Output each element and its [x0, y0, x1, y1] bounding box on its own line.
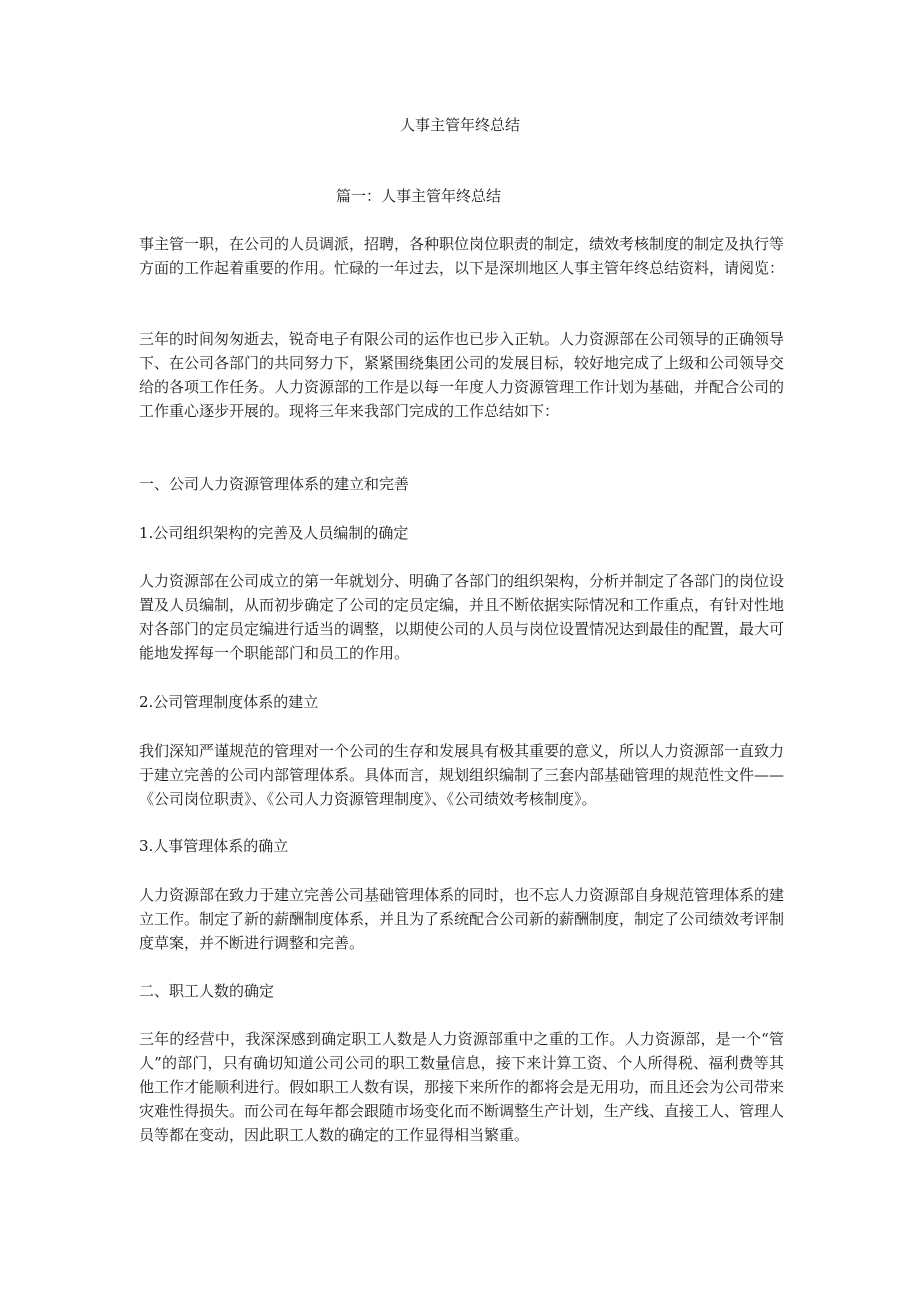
subsection-paragraph: 人力资源部在致力于建立完善公司基础管理体系的同时，也不忘人力资源部自身规范管理体系的建立工作。制定了新的薪酬制度体系，并且为了系统配合公司新的薪酬制度，制定了公司绩效考评制度草案，并不断进行调整和完善。 — [139, 886, 785, 952]
intro-paragraph: 事主管一职，在公司的人员调派，招聘，各种职位岗位职责的制定，绩效考核制度的制定及执行等方面的工作起着重要的作用。忙碌的一年过去，以下是深圳地区人事主管年终总结资料，请阅览： — [139, 235, 785, 277]
body-paragraph: 三年的时间匆匆逝去，锐奇电子有限公司的运作也已步入正轨。人力资源部在公司领导的正确领导下、在公司各部门的共同努力下，紧紧围绕集团公司的发展目标，较好地完成了上级和公司领导交给的各项工作任务。人力资源部的工作是以每一年度人力资源管理工作计划为基础，并配合公司的工作重心逐步开展的。现将三年来我部门完成的工作总结如下： — [139, 330, 785, 420]
document-subtitle: 篇一：人事主管年终总结 — [336, 187, 502, 205]
section-paragraph: 三年的经营中，我深深感到确定职工人数是人力资源部重中之重的工作。人力资源部，是一个“管人”的部门，只有确切知道公司公司的职工数量信息，接下来计算工资、个人所得税、福利费等其他工作才能顺利进行。假如职工人数有误，那接下来所作的都将会是无用功，而且还会为公司带来灾难性得损失。而公司在每年都会跟随市场变化而不断调整生产计划，生产线、直接工人、管理人员等都在变动，因此职工人数的确定的工作显得相当繁重。 — [139, 1030, 785, 1144]
section-heading: 一、公司人力资源管理体系的建立和完善 — [139, 475, 410, 493]
subsection-heading: 1.公司组织架构的完善及人员编制的确定 — [139, 524, 409, 542]
subsection-heading: 3.人事管理体系的确立 — [139, 837, 289, 855]
subsection-paragraph: 人力资源部在公司成立的第一年就划分、明确了各部门的组织架构，分析并制定了各部门的岗位设置及人员编制，从而初步确定了公司的定员定编，并且不断依据实际情况和工作重点，有针对性地对各部门的定员定编进行适当的调整，以期使公司的人员与岗位设置情况达到最佳的配置，最大可能地发挥每一个职能部门和员工的作用。 — [139, 572, 785, 662]
section-heading: 二、职工人数的确定 — [139, 982, 275, 1000]
subsection-paragraph: 我们深知严谨规范的管理对一个公司的生存和发展具有极其重要的意义，所以人力资源部一直致力于建立完善的公司内部管理体系。具体而言，规划组织编制了三套内部基础管理的规范性文件——《公司岗位职责》、《公司人力资源管理制度》、《公司绩效考核制度》。 — [139, 742, 785, 808]
document-title: 人事主管年终总结 — [399, 116, 520, 134]
subsection-heading: 2.公司管理制度体系的建立 — [139, 693, 319, 711]
